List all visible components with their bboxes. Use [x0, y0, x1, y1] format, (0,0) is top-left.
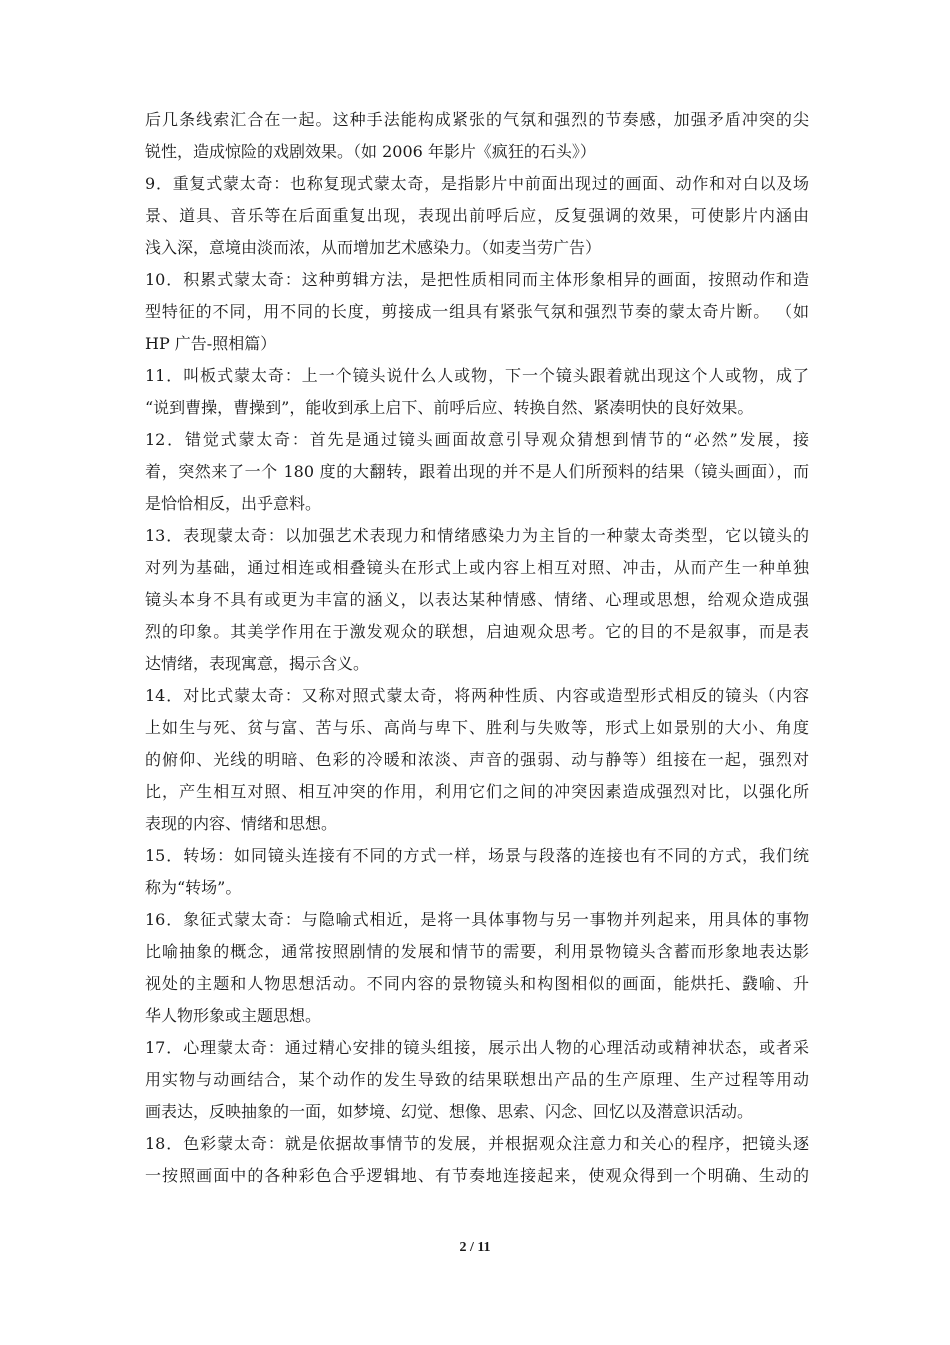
text-line: 一按照画面中的各种彩色合乎逻辑地、有节奏地连接起来，使观众得到一个明确、生动的: [145, 1166, 809, 1185]
text-line: 景、道具、音乐等在后面重复出现，表现出前呼后应，反复强调的效果，可使影片内涵由: [145, 206, 809, 225]
text-line: 视处的主题和人物思想活动。不同内容的景物镜头和构图相似的画面，能烘托、鼗喻、升: [145, 974, 809, 993]
text-line: 12．错觉式蒙太奇：首先是通过镜头画面故意引导观众猜想到情节的“必然”发展，接: [145, 430, 809, 449]
text-line: 18．色彩蒙太奇：就是依据故事情节的发展，并根据观众注意力和关心的程序，把镜头逐: [145, 1134, 809, 1153]
text-line: 称为“转场”。: [145, 878, 242, 897]
text-line: 17．心理蒙太奇：通过精心安排的镜头组接，展示出人物的心理活动或精神状态，或者采: [145, 1038, 809, 1057]
text-line: 11．叫板式蒙太奇：上一个镜头说什么人或物，下一个镜头跟着就出现这个人或物，成了: [145, 366, 809, 385]
text-line: 达情绪，表现寓意，揭示含义。: [145, 654, 370, 673]
text-line: 13．表现蒙太奇：以加强艺术表现力和情绪感染力为主旨的一种蒙太奇类型，它以镜头的: [145, 526, 809, 545]
text-line: 9．重复式蒙太奇：也称复现式蒙太奇，是指影片中前面出现过的画面、动作和对白以及场: [145, 174, 809, 193]
text-line: 10．积累式蒙太奇：这种剪辑方法，是把性质相同而主体形象相异的画面，按照动作和造: [145, 270, 809, 289]
text-line: 是恰恰相反，出乎意料。: [145, 494, 322, 513]
text-line: 表现的内容、情绪和思想。: [145, 814, 338, 833]
text-line: 比，产生相互对照、相互冲突的作用，利用它们之间的冲突因素造成强烈对比，以强化所: [145, 782, 809, 801]
text-line: 华人物形象或主题思想。: [145, 1006, 322, 1025]
text-line: 上如生与死、贫与富、苦与乐、高尚与卑下、胜利与失败等，形式上如景别的大小、角度: [145, 718, 809, 737]
text-line: 用实物与动画结合，某个动作的发生导致的结果联想出产品的生产原理、生产过程等用动: [145, 1070, 809, 1089]
text-line: 比喻抽象的概念，通常按照剧情的发展和情节的需要，利用景物镜头含蓄而形象地表达影: [145, 942, 809, 961]
text-line: 烈的印象。其美学作用在于激发观众的联想，启迪观众思考。它的目的不是叙事，而是表: [145, 622, 809, 641]
text-line: 后几条线索汇合在一起。这种手法能构成紧张的气氛和强烈的节奏感，加强矛盾冲突的尖: [145, 110, 809, 129]
page-number: 2 / 11: [459, 1240, 491, 1255]
text-line: 16．象征式蒙太奇：与隐喻式相近，是将一具体事物与另一事物并列起来，用具体的事物: [145, 910, 809, 929]
text-line: 画表达，反映抽象的一面，如梦境、幻觉、想像、思索、闪念、回忆以及潜意识活动。: [145, 1102, 754, 1121]
text-line: 15．转场：如同镜头连接有不同的方式一样，场景与段落的连接也有不同的方式，我们统: [145, 846, 809, 865]
text-line: 着，突然来了一个 180 度的大翻转，跟着出现的并不是人们所预料的结果（镜头画面），而: [145, 462, 809, 481]
text-line: 锐性，造成惊险的戏剧效果。（如 2006 年影片《疯狂的石头》）: [145, 142, 596, 161]
text-line: 型特征的不同，用不同的长度，剪接成一组具有紧张气氛和强烈节奏的蒙太奇片断。 （如: [145, 302, 809, 321]
text-line: 镜头本身不具有或更为丰富的涵义，以表达某种情感、情绪、心理或思想，给观众造成强: [145, 590, 809, 609]
text-line: 的俯仰、光线的明暗、色彩的冷暖和浓淡、声音的强弱、动与静等）组接在一起，强烈对: [145, 750, 809, 769]
text-line: “说到曹操，曹操到”，能收到承上启下、前呼后应、转换自然、紧凑明快的良好效果。: [145, 398, 754, 417]
text-line: 浅入深，意境由淡而浓，从而增加艺术感染力。（如麦当劳广告）: [145, 238, 602, 257]
text-line: 对列为基础，通过相连或相叠镜头在形式上或内容上相互对照、冲击，从而产生一种单独: [145, 558, 809, 577]
text-line: 14．对比式蒙太奇：又称对照式蒙太奇，将两种性质、内容或造型形式相反的镜头（内容: [145, 686, 809, 705]
document-body: [145, 104, 809, 1192]
text-line: HP 广告-照相篇）: [145, 334, 277, 353]
